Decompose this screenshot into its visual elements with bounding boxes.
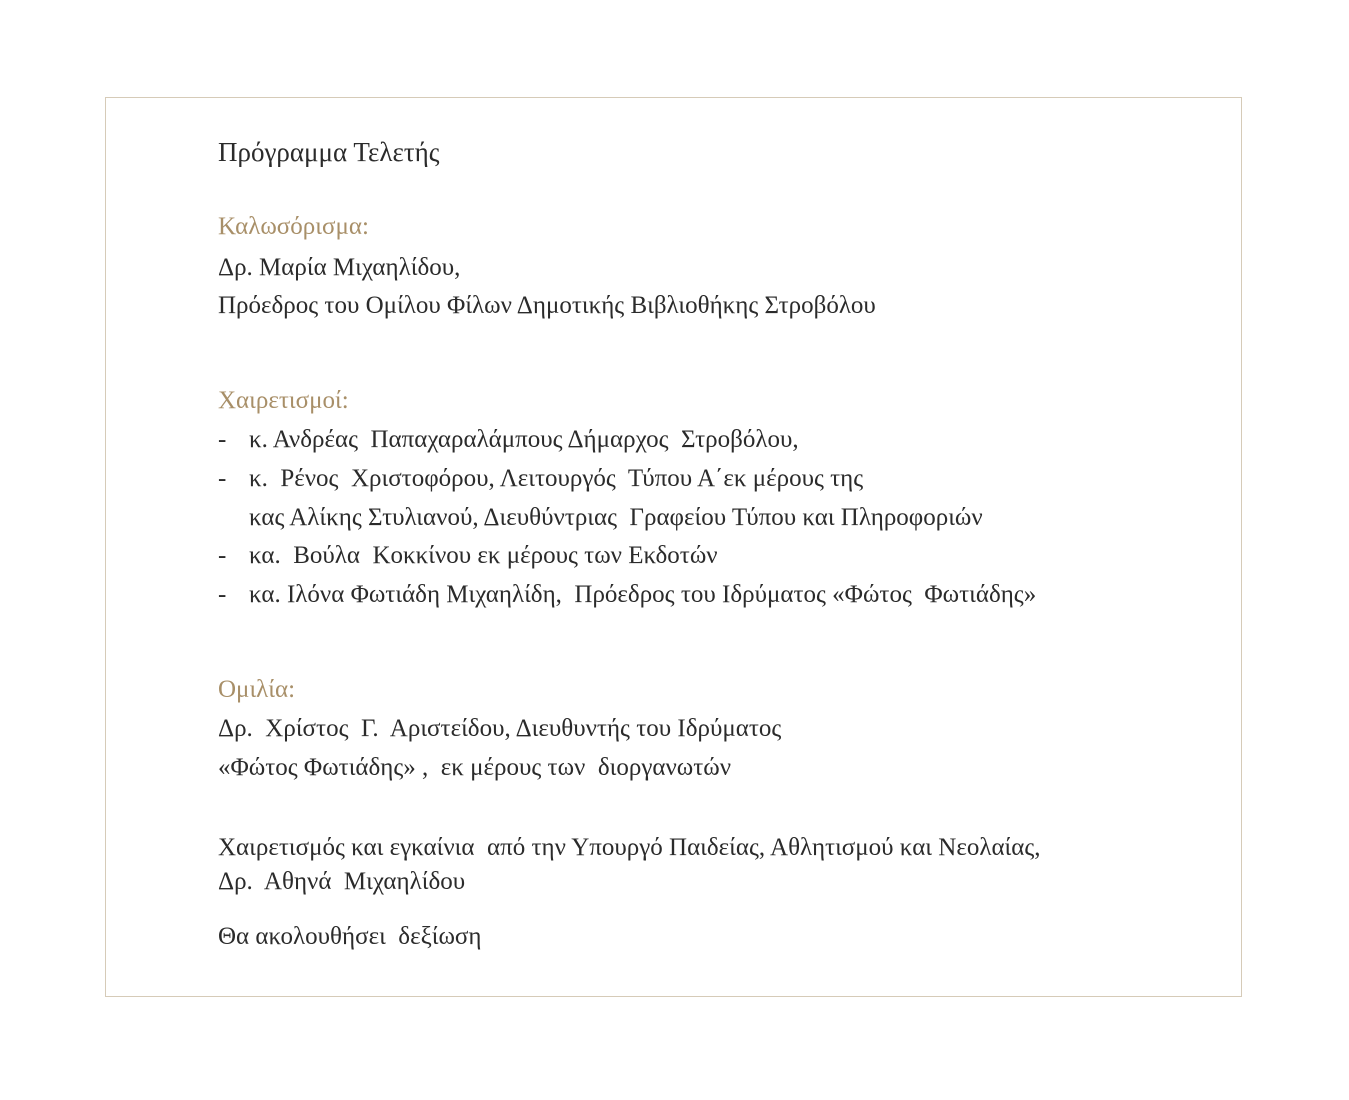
list-bullet: -: [218, 426, 227, 453]
page-title: Πρόγραμμα Τελετής: [218, 137, 440, 167]
greeting-item-2: κ. Ρένος Χριστοφόρου, Λειτουργός Τύπου Α΄εκ μέρους της: [249, 465, 864, 492]
greeting-item-2-continued: κας Αλίκης Στυλιανού, Διευθύντριας Γραφείου Τύπου και Πληροφοριών: [249, 504, 983, 531]
welcome-speaker-title: Πρόεδρος του Ομίλου Φίλων Δημοτικής Βιβλιοθήκης Στροβόλου: [218, 292, 876, 319]
speech-speaker: Δρ. Χρίστος Γ. Αριστείδου, Διευθυντής του Ιδρύματος: [218, 715, 782, 742]
opening-minister-name: Δρ. Αθηνά Μιχαηλίδου: [218, 868, 466, 895]
greeting-item-4: κα. Ιλόνα Φωτιάδη Μιχαηλίδη, Πρόεδρος του Ιδρύματος «Φώτος Φωτιάδης»: [249, 581, 1037, 608]
welcome-speaker-name: Δρ. Μαρία Μιχαηλίδου,: [218, 254, 461, 281]
greeting-item-1: κ. Ανδρέας Παπαχαραλάμπους Δήμαρχος Στροβόλου,: [249, 426, 799, 453]
welcome-heading: Καλωσόρισμα:: [218, 213, 369, 240]
speech-heading: Ομιλία:: [218, 676, 296, 703]
closing-note: Θα ακολουθήσει δεξίωση: [218, 923, 482, 950]
opening-line: Χαιρετισμός και εγκαίνια από την Υπουργό Παιδείας, Αθλητισμού και Νεολαίας,: [218, 834, 1041, 861]
list-bullet: -: [218, 581, 227, 608]
greetings-heading: Χαιρετισμοί:: [218, 387, 349, 414]
list-bullet: -: [218, 465, 227, 492]
greeting-item-3: κα. Βούλα Κοκκίνου εκ μέρους των Εκδοτών: [249, 542, 718, 569]
list-bullet: -: [218, 542, 227, 569]
speech-speaker-affiliation: «Φώτος Φωτιάδης» , εκ μέρους των διοργανωτών: [218, 754, 732, 781]
